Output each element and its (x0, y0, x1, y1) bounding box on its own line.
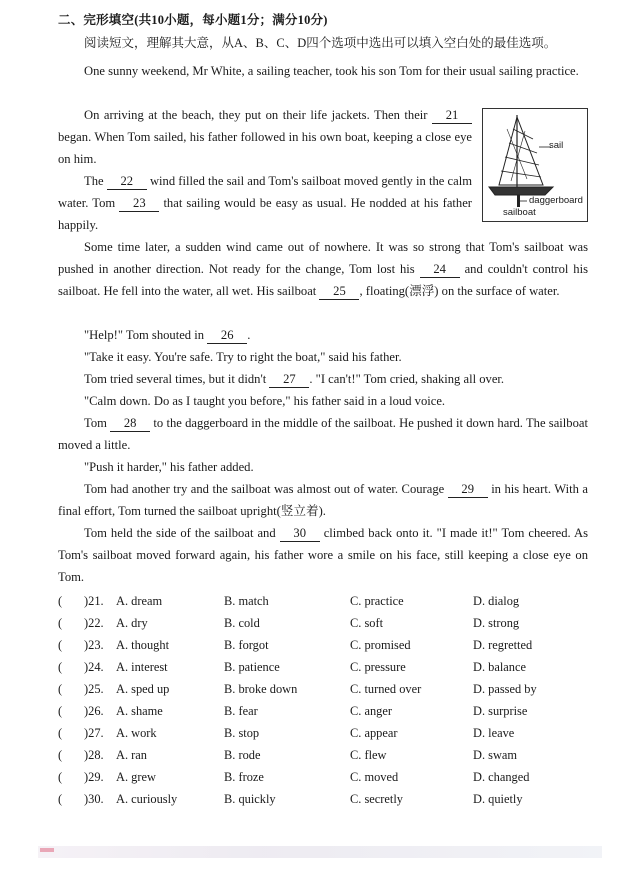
sailboat-figure (482, 108, 588, 222)
option-b: B. forgot (224, 638, 269, 652)
answer-paren[interactable]: ( (58, 770, 63, 784)
paragraph-text: Tom held the side of the sailboat and (84, 526, 276, 540)
option-row-27 (58, 722, 598, 744)
option-d: D. balance (473, 660, 526, 674)
option-a: A. ran (116, 748, 147, 762)
blank-28: 28 (110, 416, 150, 432)
option-c: C. pressure (350, 660, 406, 674)
paragraph-8 (58, 390, 588, 412)
option-d: D. swam (473, 748, 518, 762)
option-a: A. work (116, 726, 157, 740)
daggerboard-label: daggerboard (529, 195, 583, 206)
answer-paren[interactable]: ( (58, 726, 63, 740)
option-row-23 (58, 634, 598, 656)
blank-30: 30 (280, 526, 320, 542)
paragraph-7 (58, 368, 588, 390)
blank-29: 29 (448, 482, 488, 498)
option-a: A. shame (116, 704, 163, 718)
option-d: D. regretted (473, 638, 533, 652)
paragraph-text: . (247, 328, 251, 342)
paragraph-text: "Calm down. Do as I taught you before," his father said in a loud voice. (84, 394, 446, 408)
option-d: D. passed by (473, 682, 537, 696)
option-row-24 (58, 656, 598, 678)
paragraph-2 (58, 104, 472, 170)
option-row-21 (58, 590, 598, 612)
question-number: )24. (84, 660, 104, 674)
question-number: )22. (84, 616, 104, 630)
option-row-28 (58, 744, 598, 766)
question-number: )25. (84, 682, 104, 696)
option-d: D. surprise (473, 704, 528, 718)
paragraph-text: , floating(漂浮) on the surface of water. (359, 284, 560, 298)
option-b: B. match (224, 594, 269, 608)
option-a: A. dream (116, 594, 163, 608)
question-number: )23. (84, 638, 104, 652)
blank-21: 21 (432, 108, 472, 124)
option-a: A. interest (116, 660, 168, 674)
section-instruction: 阅读短文，理解其大意，从A、B、C、D四个选项中选出可以填入空白处的最佳选项。 (84, 36, 557, 50)
option-b: B. stop (224, 726, 260, 740)
option-c: C. promised (350, 638, 411, 652)
answer-paren[interactable]: ( (58, 792, 63, 806)
pink-mark (40, 848, 54, 852)
paragraph-text: wind filled the sail and Tom's sailboat moved gently in the calm water. Tom (58, 174, 472, 210)
paragraph-text: One sunny weekend, Mr White, a sailing teacher, took his son Tom for their usual sailing practice. (84, 64, 579, 78)
paragraph-text: "Take it easy. You're safe. Try to right the boat," said his father. (84, 350, 402, 364)
question-number: )26. (84, 704, 104, 718)
paragraph-text: in his heart. With a final effort, Tom turned the sailboat upright(竖立着). (58, 482, 588, 518)
paragraph-text: began. When Tom sailed, his father followed in his own boat, keeping a close eye on him. (58, 130, 472, 166)
paragraph-9 (58, 412, 588, 456)
question-number: )29. (84, 770, 104, 784)
question-number: )21. (84, 594, 104, 608)
option-b: B. rode (224, 748, 261, 762)
option-row-22 (58, 612, 598, 634)
section-heading: 二、完形填空(共10小题，每小题1分；满分10分) (58, 13, 328, 27)
option-b: B. cold (224, 616, 260, 630)
scan-edge-shadow (38, 846, 602, 858)
option-d: D. changed (473, 770, 530, 784)
option-a: A. grew (116, 770, 156, 784)
option-d: D. strong (473, 616, 520, 630)
option-c: C. flew (350, 748, 387, 762)
question-number: )30. (84, 792, 104, 806)
option-d: D. leave (473, 726, 515, 740)
paragraph-text: Tom (84, 416, 107, 430)
paragraph-text: On arriving at the beach, they put on their life jackets. Then their (84, 108, 428, 122)
paragraph-6 (58, 346, 588, 368)
paragraph-text: The (84, 174, 104, 188)
option-c: C. appear (350, 726, 398, 740)
answer-paren[interactable]: ( (58, 660, 63, 674)
option-c: C. anger (350, 704, 392, 718)
option-a: A. curiously (116, 792, 178, 806)
option-b: B. quickly (224, 792, 276, 806)
option-d: D. quietly (473, 792, 523, 806)
question-number: )27. (84, 726, 104, 740)
option-c: C. moved (350, 770, 399, 784)
blank-25: 25 (319, 284, 359, 300)
blank-24: 24 (420, 262, 460, 278)
paragraph-12 (58, 522, 588, 588)
option-c: C. practice (350, 594, 404, 608)
paragraph-text: Tom had another try and the sailboat was almost out of water. Courage (84, 482, 445, 496)
paragraph-text: that sailing would be easy as usual. He nodded at his father happily. (58, 196, 472, 232)
option-a: A. dry (116, 616, 148, 630)
option-a: A. sped up (116, 682, 170, 696)
answer-paren[interactable]: ( (58, 616, 63, 630)
paragraph-11 (58, 478, 588, 522)
answer-paren[interactable]: ( (58, 748, 63, 762)
option-a: A. thought (116, 638, 170, 652)
answer-paren[interactable]: ( (58, 594, 63, 608)
blank-26: 26 (207, 328, 247, 344)
paragraph-text: Some time later, a sudden wind came out of nowhere. It was so strong that Tom's sailboat was pushed in another direction. Not ready for the change, Tom lost his (58, 240, 588, 276)
option-c: C. turned over (350, 682, 422, 696)
paragraph-text: "Push it harder," his father added. (84, 460, 254, 474)
option-c: C. soft (350, 616, 384, 630)
sailboat-label: sailboat (503, 207, 536, 218)
answer-paren[interactable]: ( (58, 638, 63, 652)
paragraph-text: and couldn't control his sailboat. He fell into the water, all wet. His sailboat (58, 262, 588, 298)
answer-paren[interactable]: ( (58, 704, 63, 718)
option-c: C. secretly (350, 792, 403, 806)
sail-label: sail (549, 140, 564, 151)
paragraph-3 (58, 170, 472, 236)
option-b: B. froze (224, 770, 264, 784)
question-number: )28. (84, 748, 104, 762)
paragraph-text: climbed back onto it. "I made it!" Tom cheered. As Tom's sailboat moved forward again, his father wore a smile on his face, still keeping a close eye on Tom. (58, 526, 589, 584)
paragraph-5 (58, 324, 588, 346)
option-row-25 (58, 678, 598, 700)
blank-22: 22 (107, 174, 147, 190)
paragraph-text: to the daggerboard in the middle of the sailboat. He pushed it down hard. The sailboat moved a little. (58, 416, 588, 452)
answer-paren[interactable]: ( (58, 682, 63, 696)
option-row-30 (58, 788, 598, 810)
option-b: B. fear (224, 704, 258, 718)
option-row-29 (58, 766, 598, 788)
paragraph-4 (58, 236, 588, 302)
paragraph-text: . "I can't!" Tom cried, shaking all over. (309, 372, 505, 386)
option-row-26 (58, 700, 598, 722)
blank-23: 23 (119, 196, 159, 212)
option-b: B. broke down (224, 682, 298, 696)
paragraph-10 (58, 456, 588, 478)
blank-27: 27 (269, 372, 309, 388)
option-d: D. dialog (473, 594, 520, 608)
paragraph-text: "Help!" Tom shouted in (84, 328, 205, 342)
paragraph-text: Tom tried several times, but it didn't (84, 372, 267, 386)
option-b: B. patience (224, 660, 280, 674)
paragraph-1 (58, 60, 588, 82)
